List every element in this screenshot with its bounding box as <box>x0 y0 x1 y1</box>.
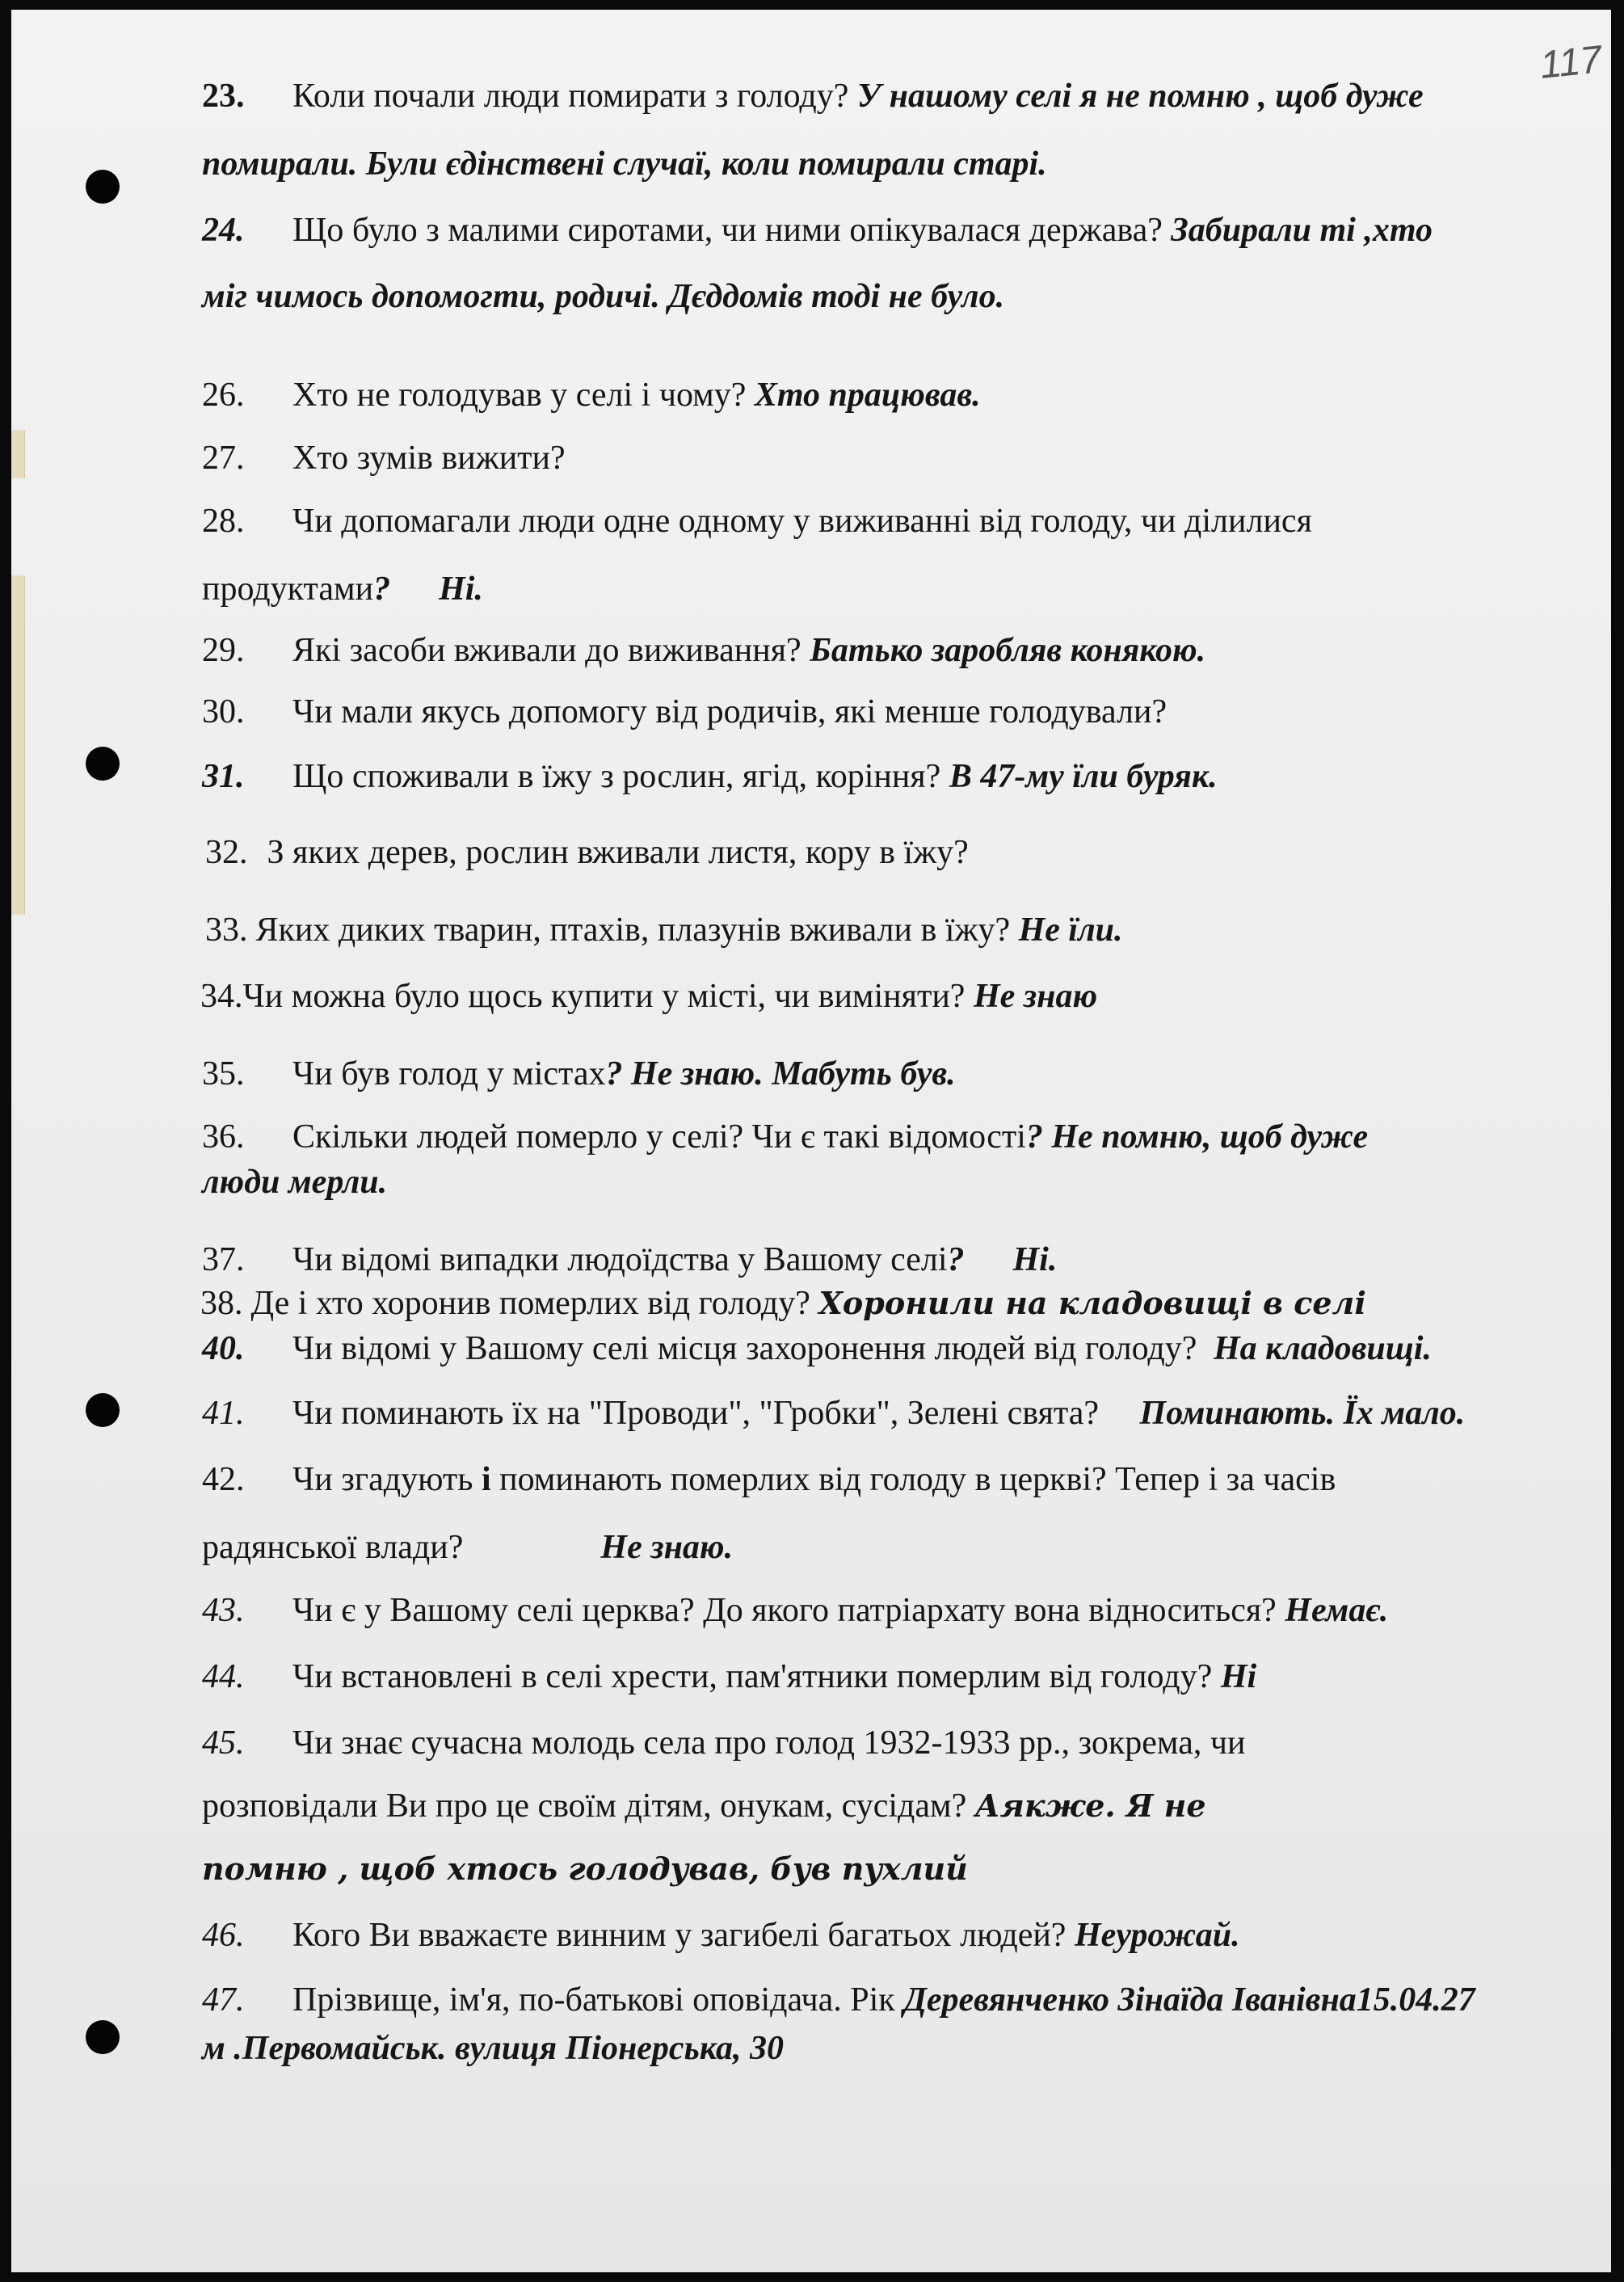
question-number: 36. <box>202 1118 245 1156</box>
question-text: Чи допомагали люди одне одному у виживанні від голоду, чи ділилися <box>292 503 1312 540</box>
torn-edge <box>11 575 25 915</box>
question-text: Коли почали люди помирати з голоду? <box>292 78 849 115</box>
question-26 <box>202 378 981 412</box>
question-32 <box>205 836 969 869</box>
question-text: Скільки людей померло у селі? Чи є такі відомості <box>292 1118 1026 1156</box>
answer-text: Ні. <box>1012 1241 1058 1278</box>
question-41 <box>202 1396 1465 1430</box>
answer-text: У нашому селі я не помню , щоб дуже <box>856 78 1424 115</box>
question-35 <box>202 1057 956 1091</box>
answer-text: помирали. Були єдінствені случаї, коли помирали старі. <box>202 145 1047 183</box>
question-text: Кого Ви вважаєте винним у загибелі багатьох людей? <box>292 1917 1067 1954</box>
question-text: Чи знає сучасна молодь села про голод 1932-1933 рр., зокрема, чи <box>292 1724 1246 1762</box>
question-text: Чи поминають їх на "Проводи", "Гробки", Зелені свята? <box>292 1395 1100 1432</box>
answer-text: Аякже. Я не <box>974 1787 1206 1824</box>
page-number: 117 <box>1538 38 1605 87</box>
question-text: Чи можна було щось купити у місті, чи виміняти? <box>242 978 966 1015</box>
document-page <box>11 10 1611 2272</box>
question-30 <box>202 695 1167 729</box>
question-text: Чи встановлені в селі хрести, пам'ятники померлим від голоду? <box>292 1658 1213 1695</box>
answer-text: Не знаю. <box>600 1529 734 1566</box>
question-28 <box>202 504 1312 538</box>
question-text: З яких дерев, рослин вживали листя, кору в їжу? <box>267 834 969 871</box>
question-number: 33. <box>205 912 248 949</box>
question-24 <box>202 213 1433 247</box>
answer-text: Не їли. <box>1018 912 1123 949</box>
answer-text: На кладовищі. <box>1213 1330 1432 1367</box>
question-text: Де і хто хоронив померлих від голоду? <box>250 1285 810 1322</box>
answer-24-cont <box>202 280 1004 314</box>
question-number: 30. <box>202 693 245 730</box>
question-37 <box>202 1243 1057 1277</box>
question-number: 45. <box>202 1724 245 1762</box>
question-number: 35. <box>202 1055 245 1093</box>
question-number: 28. <box>202 503 245 540</box>
answer-text: Немає. <box>1285 1592 1389 1629</box>
question-number: 41. <box>202 1395 245 1432</box>
question-text: радянської влади? <box>202 1529 464 1566</box>
question-text: Прізвище, ім'я, по-батькові оповідача. Рік <box>292 1981 895 2019</box>
answer-text: люди мерли. <box>202 1164 388 1201</box>
question-text: Яких диких тварин, птахів, плазунів вживали в їжу? <box>255 912 1011 949</box>
answer-text: Хоронили на кладовищі в селі <box>818 1285 1366 1321</box>
question-47 <box>202 1983 1475 2017</box>
question-text: Чи згадують <box>292 1461 473 1498</box>
punch-hole <box>86 1393 120 1427</box>
torn-edge <box>11 430 25 478</box>
question-number: 23. <box>202 78 245 115</box>
question-number: 24. <box>202 212 245 249</box>
question-46 <box>202 1918 1240 1952</box>
question-43 <box>202 1594 1388 1627</box>
question-text: Хто не голодував у селі і чому? <box>292 377 747 414</box>
question-number: 31. <box>202 758 245 795</box>
question-number: 42. <box>202 1461 245 1498</box>
question-31 <box>202 760 1218 794</box>
answer-text: Поминають. Їх мало. <box>1139 1395 1466 1432</box>
question-text: продуктами <box>202 570 374 608</box>
answer-text: Ні. <box>439 570 483 608</box>
question-38 <box>200 1286 1366 1320</box>
answer-text: Хто працював. <box>754 377 981 414</box>
question-number: 29. <box>202 632 245 669</box>
question-text: Чи є у Вашому селі церква? До якого патріархату вона відноситься? <box>292 1592 1277 1629</box>
question-number: 38. <box>200 1285 243 1322</box>
question-number: 46. <box>202 1917 245 1954</box>
question-42 <box>202 1463 1336 1497</box>
question-text: поминають померлих від голоду в церкві? Тепер і за часів <box>499 1461 1336 1498</box>
question-42-cont <box>202 1530 733 1564</box>
question-27 <box>202 441 566 475</box>
question-text: Хто зумів вижити? <box>292 440 566 477</box>
punch-hole <box>86 2020 120 2054</box>
question-33 <box>205 913 1123 947</box>
answer-text: Забирали ті ,хто <box>1171 212 1433 249</box>
question-text: Чи мали якусь допомогу від родичів, які менше голодували? <box>292 693 1168 730</box>
question-34 <box>200 979 1097 1013</box>
question-28-cont <box>202 572 483 606</box>
answer-text: ? Не помню, щоб дуже <box>1025 1118 1369 1156</box>
question-text: Що було з малими сиротами, чи ними опікувалася держава? <box>292 212 1163 249</box>
question-text: Що споживали в їжу з рослин, ягід, коріння? <box>292 758 941 795</box>
question-text: Чи був голод у містах <box>292 1055 606 1093</box>
question-number: 32. <box>205 834 248 871</box>
answer-45-cont <box>202 1852 968 1886</box>
answer-text: В 47-му їли буряк. <box>949 758 1218 795</box>
question-number: 44. <box>202 1658 245 1695</box>
answer-text: Батько заробляв конякою. <box>810 632 1206 669</box>
question-40 <box>202 1332 1432 1366</box>
question-number: 40. <box>202 1330 245 1367</box>
question-45-cont <box>202 1789 1206 1823</box>
answer-text: Деревянченко Зінаїда Іванівна15.04.27 <box>903 1981 1475 2019</box>
question-number: 34. <box>200 978 243 1015</box>
answer-23-cont <box>202 147 1047 181</box>
answer-text: Ні <box>1220 1658 1257 1695</box>
question-text: і <box>481 1461 491 1498</box>
answer-text: Неурожай. <box>1074 1917 1240 1954</box>
question-number: 27. <box>202 440 245 477</box>
question-23 <box>202 79 1424 113</box>
question-36 <box>202 1120 1368 1154</box>
punch-hole <box>86 747 120 781</box>
question-number: 47. <box>202 1981 245 2019</box>
answer-47-cont <box>202 2031 784 2065</box>
question-text: розповідали Ви про це своїм дітям, онукам, сусідам? <box>202 1787 967 1825</box>
question-text: Чи відомі у Вашому селі місця захоронення людей від голоду? <box>292 1330 1197 1367</box>
question-44 <box>202 1660 1256 1694</box>
question-text: Чи відомі випадки людоїдства у Вашому селі <box>292 1241 948 1278</box>
answer-text: м .Первомайськ. вулиця Піонерська, 30 <box>202 2030 785 2067</box>
question-mark: ? <box>373 570 391 608</box>
question-mark: ? <box>947 1241 965 1278</box>
question-number: 26. <box>202 377 245 414</box>
question-29 <box>202 634 1205 667</box>
punch-hole <box>86 170 120 204</box>
answer-text: Не знаю <box>973 978 1098 1015</box>
answer-text: міг чимось допомогти, родичі. Дєддомів тоді не було. <box>202 278 1005 315</box>
question-number: 37. <box>202 1241 245 1278</box>
question-45 <box>202 1726 1245 1760</box>
answer-text: помню , щоб хтось голодував, був пухлий <box>202 1850 968 1887</box>
answer-text: ? Не знаю. Мабуть був. <box>605 1055 956 1093</box>
question-text: Які засоби вживали до виживання? <box>292 632 801 669</box>
question-number: 43. <box>202 1592 245 1629</box>
answer-36-cont <box>202 1165 387 1199</box>
